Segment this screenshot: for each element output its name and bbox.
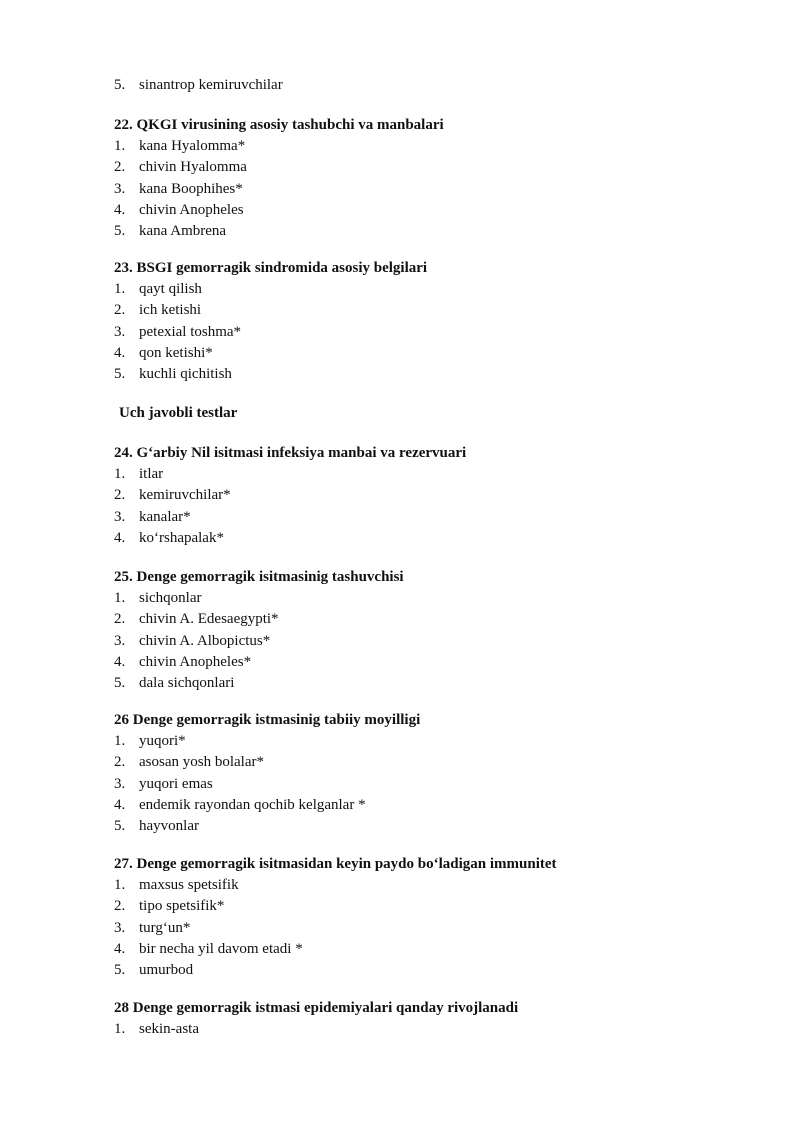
section-heading: Uch javobli testlar: [119, 405, 238, 421]
answer-option: [114, 136, 754, 157]
option-text: yuqori*: [139, 733, 186, 749]
option-number: 3.: [114, 508, 126, 525]
question-21-tail: [114, 75, 754, 96]
option-number: 5.: [114, 962, 126, 979]
option-text: chivin Anopheles*: [139, 653, 252, 670]
option-number: 3.: [114, 180, 126, 197]
option-number: 4.: [114, 201, 126, 218]
option-text: ko‘rshapalak*: [139, 529, 224, 546]
option-number: 1.: [114, 138, 126, 154]
option-number: 3.: [114, 632, 126, 649]
option-number: 3.: [114, 919, 126, 936]
option-text: chivin Anopheles: [139, 201, 244, 218]
answer-option: [114, 75, 754, 96]
option-text: kana Hyalomma*: [139, 138, 246, 154]
option-number: 4.: [114, 529, 126, 546]
option-text: kemiruvchilar*: [139, 487, 231, 504]
option-number: 2.: [114, 611, 126, 628]
question-title: 22. QKGI virusining asosiy tashubchi va manbalari: [114, 117, 444, 133]
option-number: 2.: [114, 302, 126, 319]
option-text: asosan yosh bolalar*: [139, 754, 264, 771]
answer-option: [114, 221, 754, 242]
option-number: 5.: [114, 675, 126, 692]
question-title: 26 Denge gemorragik istmasinig tabiiy moyilligi: [114, 712, 421, 728]
option-text: dala sichqonlari: [139, 675, 235, 692]
option-text: umurbod: [139, 962, 194, 979]
answer-option: [114, 673, 754, 694]
option-text: yuqori emas: [139, 775, 213, 792]
option-number: 5.: [114, 818, 126, 835]
option-text: qon ketishi*: [139, 344, 213, 361]
option-number: 1.: [114, 733, 126, 749]
answer-option: [114, 731, 754, 752]
question-22: [114, 115, 754, 242]
section-heading-block: [114, 403, 754, 424]
option-number: 1.: [114, 877, 126, 893]
question-title: 23. BSGI gemorragik sindromida asosiy belgilari: [114, 260, 428, 276]
option-text: petexial toshma*: [139, 323, 242, 340]
option-number: 4.: [114, 796, 126, 813]
answer-option: [114, 485, 754, 506]
option-text: itlar: [139, 466, 164, 482]
answer-option: [114, 960, 754, 981]
option-number: 5.: [114, 77, 126, 93]
answer-option: [114, 609, 754, 630]
option-number: 2.: [114, 898, 126, 915]
answer-option: [114, 200, 754, 221]
question-title: 27. Denge gemorragik isitmasidan keyin paydo bo‘ladigan immunitet: [114, 856, 557, 872]
answer-option: [114, 157, 754, 178]
question-title: 24. G‘arbiy Nil isitmasi infeksiya manbai va rezervuari: [114, 445, 467, 461]
answer-option: [114, 364, 754, 385]
option-text: kana Boophihes*: [139, 180, 243, 197]
option-number: 5.: [114, 223, 126, 240]
question-25: [114, 567, 754, 694]
question-27: [114, 854, 754, 981]
option-text: sichqonlar: [139, 590, 202, 606]
answer-option: [114, 1019, 754, 1040]
option-text: hayvonlar: [139, 818, 199, 835]
option-text: maxsus spetsifik: [139, 877, 239, 893]
answer-option: [114, 652, 754, 673]
option-number: 2.: [114, 159, 126, 176]
answer-option: [114, 631, 754, 652]
option-text: tipo spetsifik*: [139, 898, 225, 915]
option-text: ich ketishi: [139, 302, 202, 319]
answer-option: [114, 918, 754, 939]
option-text: qayt qilish: [139, 281, 202, 297]
option-text: kuchli qichitish: [139, 366, 232, 383]
answer-option: [114, 752, 754, 773]
answer-option: [114, 507, 754, 528]
option-number: 5.: [114, 366, 126, 383]
option-text: endemik rayondan qochib kelganlar *: [139, 796, 366, 813]
option-text: turg‘un*: [139, 919, 191, 936]
question-24: [114, 443, 754, 549]
question-26: [114, 710, 754, 837]
option-text: kanalar*: [139, 508, 191, 525]
answer-option: [114, 896, 754, 917]
option-text: chivin A. Albopictus*: [139, 632, 271, 649]
answer-option: [114, 464, 754, 485]
answer-option: [114, 279, 754, 300]
option-number: 4.: [114, 653, 126, 670]
option-number: 1.: [114, 281, 126, 297]
option-number: 2.: [114, 754, 126, 771]
answer-option: [114, 816, 754, 837]
question-title: 25. Denge gemorragik isitmasinig tashuvchisi: [114, 569, 404, 585]
option-number: 1.: [114, 1021, 126, 1037]
answer-option: [114, 939, 754, 960]
option-text: chivin Hyalomma: [139, 159, 247, 176]
option-number: 4.: [114, 344, 126, 361]
answer-option: [114, 300, 754, 321]
option-number: 3.: [114, 323, 126, 340]
answer-option: [114, 528, 754, 549]
option-number: 4.: [114, 940, 126, 957]
answer-option: [114, 322, 754, 343]
option-text: bir necha yil davom etadi *: [139, 940, 303, 957]
answer-option: [114, 179, 754, 200]
question-28: [114, 998, 754, 1040]
option-number: 1.: [114, 466, 126, 482]
option-text: kana Ambrena: [139, 223, 227, 240]
answer-option: [114, 588, 754, 609]
option-number: 2.: [114, 487, 126, 504]
option-number: 1.: [114, 590, 126, 606]
option-text: chivin A. Edesaegypti*: [139, 611, 279, 628]
option-text: sekin-asta: [139, 1021, 199, 1037]
answer-option: [114, 875, 754, 896]
answer-option: [114, 795, 754, 816]
option-text: sinantrop kemiruvchilar: [139, 77, 283, 93]
question-title: 28 Denge gemorragik istmasi epidemiyalari qanday rivojlanadi: [114, 1000, 519, 1016]
question-23: [114, 258, 754, 385]
answer-option: [114, 774, 754, 795]
option-number: 3.: [114, 775, 126, 792]
answer-option: [114, 343, 754, 364]
